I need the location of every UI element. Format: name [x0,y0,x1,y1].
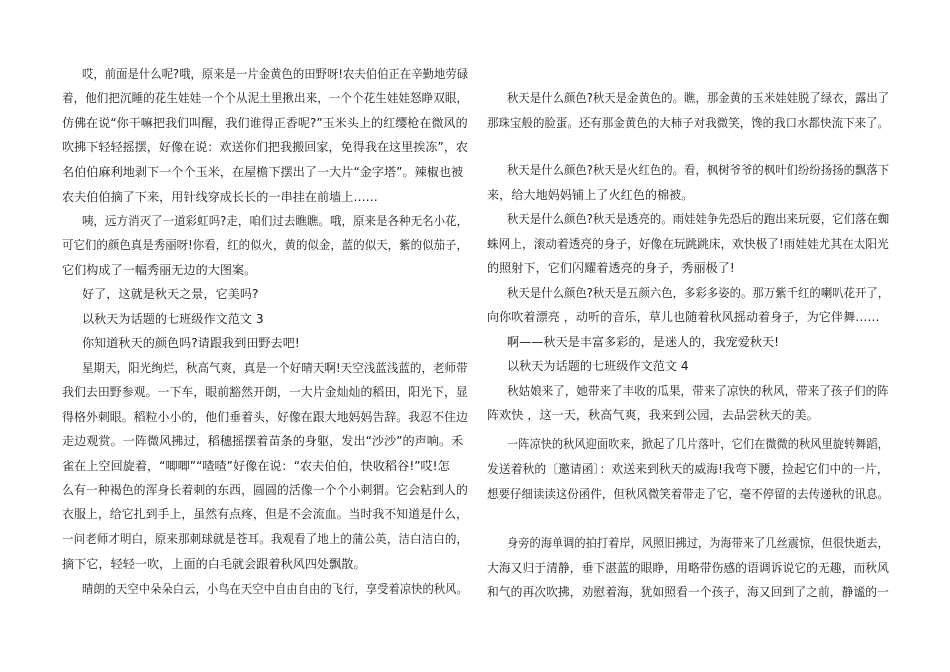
text-line: 咦，远方消灭了一道彩虹吗?走，咱们过去瞧瞧。哦，原来是各种无名小花， [82,214,469,228]
text-line: 得格外刺眼。稻粒小小的，他们垂着头，好像在跟大地妈妈告辞。我忍不住边 [62,410,468,424]
text-line: 向你吹着漂亮 ，动听的音乐，草儿也随着秋风摇动着身子，为它伴舞…… [487,310,880,324]
text-line: 你知道秋天的颜色吗?请跟我到田野去吧! [82,336,300,350]
text-line: 啊——秋天是丰富多彩的，是迷人的，我宠爱秋天! [507,335,780,349]
text-line: 一阵凉快的秋风迎面吹来，掀起了几片落叶，它们在微微的秋风里旋转舞蹈， [507,437,889,451]
text-line: 星期天，阳光绚烂，秋高气爽，真是一个好晴天啊!天空浅蓝浅蓝的，老师带 [82,361,468,375]
text-line: 阵欢快 ，这一天，秋高气爽，我来到公园，去品尝秋天的美。 [487,408,819,422]
text-line: 走边观赏。一阵微风拂过，稻穗摇摆着苗条的身躯，发出“沙沙”的声响。禾 [62,434,464,448]
text-line: 衣服上，给它扎到手上，虽然有点疼，但是不会流血。当时我不知道是什么， [62,507,468,521]
text-line: 以秋天为话题的七班级作文范文 4 [507,359,689,373]
text-line: 它们构成了一幅秀丽无边的大图案。 [62,263,257,277]
text-line: 身旁的海单调的拍打着岸，风照旧拂过，为海带来了几丝震惊，但很快逝去， [507,536,889,550]
text-line: 想要仔细读读这份函件，但秋风微笑着带走了它，毫不停留的去传递秋的讯息。 [487,487,890,501]
text-line: 以秋天为话题的七班级作文范文 3 [82,312,264,326]
text-line: 好了，这就是秋天之景，它美吗? [82,287,259,301]
text-line: 摘下它，轻轻一吹，上面的白毛就会跟着秋风四处飘散。 [62,557,366,571]
text-line: 么有一种褐色的浑身长着刺的东西，圆圆的活像一个个小刺猬。它会粘到人的 [62,483,468,497]
text-line: 可它们的颜色真是秀丽呀!你看，红的似火，黄的似金，蓝的似天，紫的似茄子， [62,238,468,252]
text-line: 发送着秋的〔邀请函〕：欢送来到秋天的威海!我弯下腰，捡起它们中的一片， [487,462,889,476]
text-line: 秋天是什么颜色?秋天是火红色的。看，枫树爷爷的枫叶们纷纷扬扬的飘落下 [507,163,890,177]
text-line: 秋天是什么颜色?秋天是金黄色的。瞧，那金黄的玉米娃娃脱了绿衣，露出了 [507,91,890,105]
text-line: 晴朗的天空中朵朵白云，小鸟在天空中自由自由的飞行，享受着凉快的秋风。 [82,582,468,596]
text-line: 的照射下，它们闪耀着透亮的身子，秀丽极了! [487,261,735,275]
text-line: 着，他们把沉睡的花生娃娃一个个从泥土里揪出来，一个个花生娃娃怒睁双眼， [62,91,469,105]
text-line: 大海又归于清静，垂下湛蓝的眼睁，用略带伤感的语调诉说它的无趣，而秋风 [487,561,889,575]
text-line: 蛛网上，滚动着透亮的身子，好像在玩跳跳床，欢快极了!雨娃娃尤其在太阳光 [487,237,889,251]
text-line: 和气的再次吹拂，劝慰着海，犹如照看一个孩子，海又回到了之前，静谧的一 [487,585,889,599]
text-line: 吹拂下轻轻摇摆，好像在说：欢送你们把我搬回家，免得我在这里挨冻”，农 [62,140,469,154]
text-line: 那珠宝般的脸蛋。还有那金黄色的大柿子对我微笑，馋的我口水都快流下来了。 [487,116,890,130]
text-line: 秋天是什么颜色?秋天是五颜六色，多彩多姿的。那万紫千红的喇叭花开了， [507,286,890,300]
text-line: 农夫伯伯摘了下来，用针线穿成长长的一串挂在前墙上…… [62,190,378,204]
text-line: 名伯伯麻利地剥下一个个玉米，在屋檐下摆出了一大片“金字塔”。辣椒也被 [62,165,464,179]
text-line: 秋天是什么颜色?秋天是透亮的。雨娃娃争先恐后的跑出来玩耍，它们落在蜘 [507,212,890,226]
text-line: 仿佛在说“你干嘛把我们叫醒，我们谁得正香呢?”玉米头上的红缨枪在微风的 [62,116,468,130]
text-line: 秋姑娘来了，她带来了丰收的瓜果，带来了凉快的秋风，带来了孩子们的阵 [507,384,889,398]
text-line: 来，给大地妈妈铺上了火红色的棉被。 [487,188,694,202]
text-line: 哎，前面是什么呢?哦，原来是一片金黄色的田野呀!农夫伯伯正在辛勤地劳碌 [82,67,469,81]
text-line: 雀在上空回旋着，“唧唧”“喳喳”好像在说：“农夫伯伯，快收稻谷!”哎!怎 [62,459,450,473]
text-line: 我们去田野参观。一下车，眼前豁然开朗，一大片金灿灿的稻田，阳光下，显 [62,385,468,399]
text-line: 一问老师才明白，原来那刺球就是苍耳。我观看了地上的蒲公英，洁白洁白的， [62,532,469,546]
